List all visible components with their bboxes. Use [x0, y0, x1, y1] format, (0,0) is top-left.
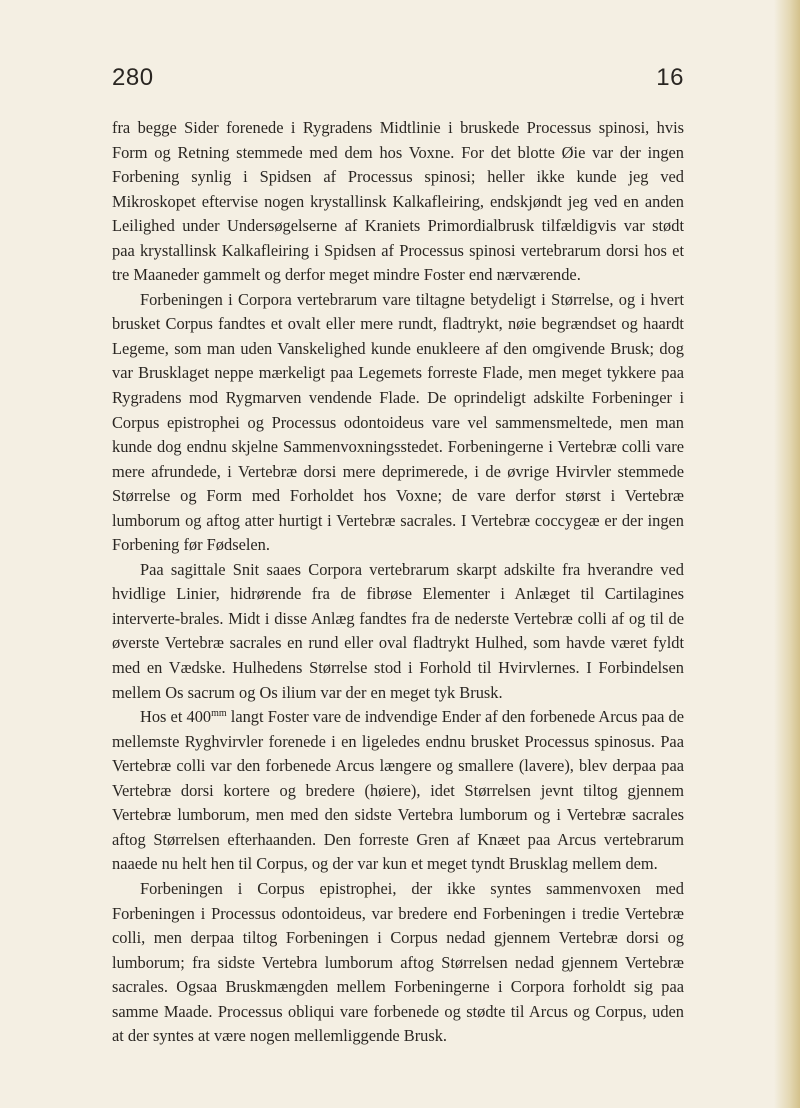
paragraph-4-rest: langt Foster vare de indvendige Ender af den forbenede Arcus paa de mellemste Ryghvirvler forenede i en ligeledes endnu brusket Processus spinosus. Paa Vertebræ colli var den forbenede Arcus længere og smallere (lavere), blev derpaa paa Vertebræ dorsi kortere og bredere (høiere), idet Størrelsen jevnt tiltog gjennem Vertebræ lumborum, men med den sidste Vertebra lumborum og i Vertebræ sacrales aftog Størrelsen efterhaanden. Den forreste Gren af Knæet paa Arcus vertebrarum naaede nu helt hen til Corpus, og der var kun et meget tyndt Brusklag mellem dem.: [112, 707, 684, 874]
paragraph-2: Forbeningen i Corpora vertebrarum vare tiltagne betydeligt i Størrelse, og i hvert brusket Corpus fandtes et ovalt eller mere rundt, fladtrykt, nøie begrændset og haardt Legeme, som man uden Vanskelighed kunde enukleere af den omgivende Brusk; dog var Brusklaget neppe mærkeligt paa Legemets forreste Flade, men meget tykkere paa Rygradens mod Rygmarven vendende Flade. De oprindeligt adskilte Forbeninger i Corpus epistrophei og Processus odontoideus vare vel sammensmeltede, men man kunde dog endnu skjelne Sammenvoxningsstedet. Forbeningerne i Vertebræ colli vare mere afrundede, i Vertebræ dorsi mere deprimerede, i de øvrige Hvirvler stemmede Størrelse og Form med Forholdet hos Voxne; de vare derfor størst i Vertebræ lumborum og aftog atter hurtigt i Vertebræ sacrales. I Vertebræ coccygeæ er der ingen Forbening før Fødselen.: [112, 289, 684, 555]
paragraph-4: [112, 705, 684, 877]
chapter-number: 16: [656, 64, 684, 91]
page-number: 280: [112, 64, 154, 91]
running-header: [112, 64, 684, 94]
paragraph-1: fra begge Sider forenede i Rygradens Midtlinie i bruskede Processus spinosi, hvis Form og Retning stemmede med dem hos Voxne. For det blotte Øie var der ingen Forbening synlig i Spidsen af Processus spinosi; heller ikke kunde jeg ved Mikroskopet eftervise nogen krystallinsk Kalkafleiring, endskjøndt jeg ved en anden Leilighed under Undersøgelserne af Kraniets Primordialbrusk tilfældigvis var stødt paa krystallinsk Kalkafleiring i Spidsen af Processus spinosi vertebrarum dorsi hos et tre Maaneder gammelt og derfor meget mindre Foster end nærværende.: [112, 118, 684, 285]
paragraph-3: Paa sagittale Snit saaes Corpora vertebrarum skarpt adskilte fra hverandre ved hvidlige Linier, hidrørende fra de fibrøse Elementer i Anlæget til Cartilagines interverte-brales. Midt i disse Anlæg fandtes fra de nederste Vertebræ colli af og til de øverste Vertebræ sacrales en rund eller oval fladtrykt Hulhed, som havde været fyldt med en Vædske. Hulhedens Størrelse stod i Forhold til Hvirvlernes. I Forbindelsen mellem Os sacrum og Os ilium var der en meget tyk Brusk.: [112, 559, 684, 702]
paragraph-5: Forbeningen i Corpus epistrophei, der ikke syntes sammenvoxen med Forbeningen i Processus odontoideus, var bredere end Forbeningen i tredie Vertebræ colli, men derpaa tiltog Forbeningen i Corpus nedad gjennem Vertebræ dorsi og lumborum; fra sidste Vertebra lumborum aftog Størrelsen nedad gjennem Vertebræ sacrales. Ogsaa Bruskmængden mellem Forbeningerne i Corpora forholdt sig paa samme Maade. Processus obliqui vare forbenede og stødte til Arcus og Corpus, uden at der syntes at være nogen mellemliggende Brusk.: [112, 878, 684, 1046]
paragraph-4-start: Hos et 400: [140, 707, 212, 727]
body-text: [112, 116, 684, 1049]
unit-superscript: mm: [211, 708, 227, 720]
page-edge-discoloration: [774, 0, 800, 1108]
